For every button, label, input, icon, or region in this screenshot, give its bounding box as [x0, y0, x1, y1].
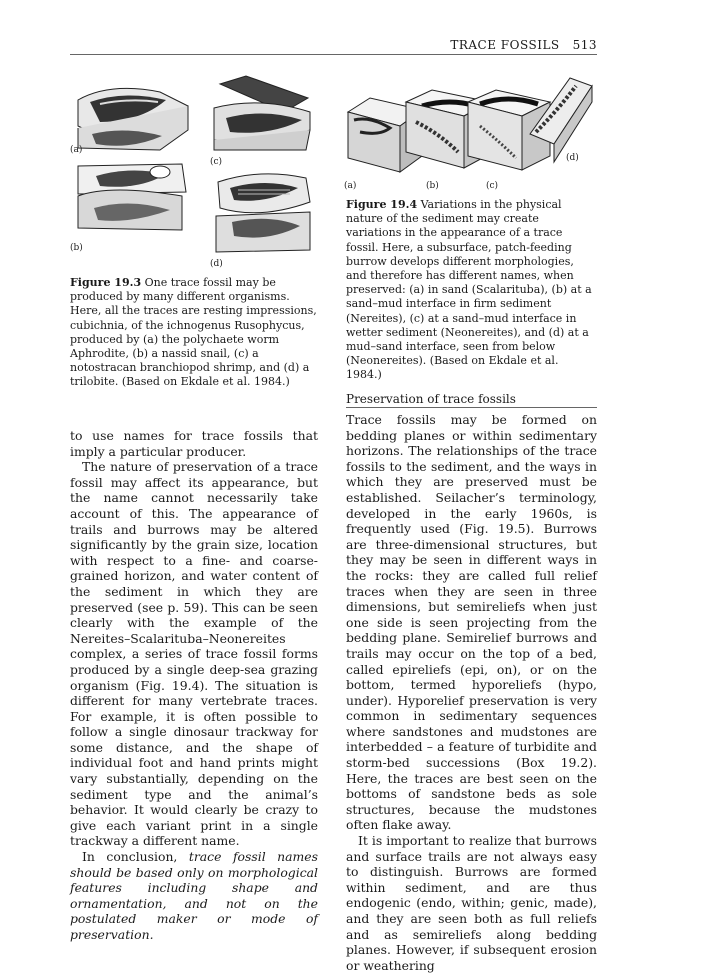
page-number: 513: [572, 38, 597, 52]
figure-19-3-illustration: [70, 70, 325, 270]
fig-19-3-panel-b: [78, 164, 186, 230]
left-paragraph-2: The nature of preservation of a trace fossil may affect its appearance, but the name cannot necessarily take account of this. The appearance of trails and burrows may be altered significantly by the grain size, location with respect to a fine- and coarse-grained horizon, and water content of the sediment in which they are preserved (see p. 59). This can be seen clearly with the example of the Nereites–Scalarituba–Neonereites complex, a series of trace fossil forms produced by a single deep-sea grazing organism (Fig. 19.4). The situation is different for many vertebrate traces. For example, it is often possible to follow a single dinosaur trackway for some distance, and the shape of individual foot and hand prints might vary substantially, depending on the sediment type and the animal’s behavior. It would clearly be crazy to give each variant print in a single trackway a different name.: [70, 459, 318, 849]
figure-19-4-caption: [346, 198, 597, 383]
left-paragraph-3: [70, 849, 318, 943]
right-paragraph-2: It is important to realize that burrows and surface trails are not always easy to distinguish. Burrows are formed within sediment, and are thus endogenic (endo, within; genic, made), and they are seen both as full reliefs and as semireliefs along bedding planes. However, if subsequent erosion or weathering: [346, 833, 597, 973]
fig-19-3-panel-d: [216, 174, 310, 252]
fig-19-3-panel-a: [78, 88, 188, 150]
fig-19-3-label-c: (c): [210, 157, 223, 167]
left-paragraph-3-italic: trace fossil names should be based only on morphological features including shape and ornamentation, and not on the postulated maker or mode of preservation.: [70, 849, 318, 942]
figure-19-3-caption-text: One trace fossil may be produced by many different organisms. Here, all the traces are resting impressions, cubichnia, of the ichnogenus Rusophycus, produced by (a) the polychaete worm Aphrodite, (b) a nassid snail, (c) a notostracan branchiopod shrimp, and (d) a trilobite. (Based on Ekdale et al. 1984.): [70, 276, 317, 389]
figure-19-3-caption-label: Figure 19.3: [70, 276, 142, 289]
fig-19-3-label-b: (b): [70, 243, 83, 253]
section-heading: Preservation of trace fossils: [346, 392, 516, 406]
left-column: [70, 428, 318, 943]
fig-19-3-panel-c: [214, 76, 310, 150]
fig-19-4-label-b: (b): [426, 181, 439, 191]
figure-19-3-caption: [70, 276, 318, 390]
section-rule: [346, 407, 597, 408]
right-paragraph-1: Trace fossils may be formed on bedding planes or within sedimentary horizons. The relationships of the trace fossils to the sediment, and the ways in which they are preserved must be established. Seilacher’s terminology, developed in the early 1960s, is frequently used (Fig. 19.5). Burrows are three-dimensional structures, but they may be seen in different ways in the rocks: they are called full relief traces when they are seen in three dimensions, but semireliefs when just one side is seen projecting from the bedding plane. Semirelief burrows and trails may occur on the top of a bed, called epireliefs (epi, on), or on the bottom, termed hyporeliefs (hypo, under). Hyporelief preservation is very common in sedimentary sequences where sandstones and mudstones are interbedded – a feature of turbidite and storm-bed successions (Box 19.2). Here, the traces are best seen on the bottoms of sandstone beds as sole structures, because the mudstones often flake away.: [346, 412, 597, 833]
fig-19-3-label-a: (a): [70, 145, 83, 155]
running-header: [70, 38, 597, 52]
fig-19-4-label-a: (a): [344, 181, 357, 191]
figure-19-4-caption-label: Figure 19.4: [346, 198, 418, 211]
right-column: [346, 412, 597, 973]
header-rule: [70, 54, 597, 55]
fig-19-3-label-d: (d): [210, 259, 223, 269]
running-title: TRACE FOSSILS: [450, 38, 560, 52]
fig-19-4-label-d: (d): [566, 153, 579, 163]
figure-19-4-illustration: [340, 72, 597, 194]
fig-19-4-label-c: (c): [486, 181, 499, 191]
figure-19-4-caption-text: Variations in the physical nature of the sediment may create variations in the appearance of a trace fossil. Here, a subsurface, patch-feeding burrow develops different morphologies, and therefore has different names, when preserved: (a) in sand (Scalarituba), (b) at a sand–mud interface in firm sediment (Nereites), (c) at a sand–mud interface in wetter sediment (Neonereites), and (d) at a mud–sand interface, seen from below (Neonereites). (Based on Ekdale et al. 1984.): [346, 198, 592, 382]
left-paragraph-1: to use names for trace fossils that imply a particular producer.: [70, 428, 318, 459]
left-paragraph-3-start: In conclusion,: [82, 849, 178, 865]
